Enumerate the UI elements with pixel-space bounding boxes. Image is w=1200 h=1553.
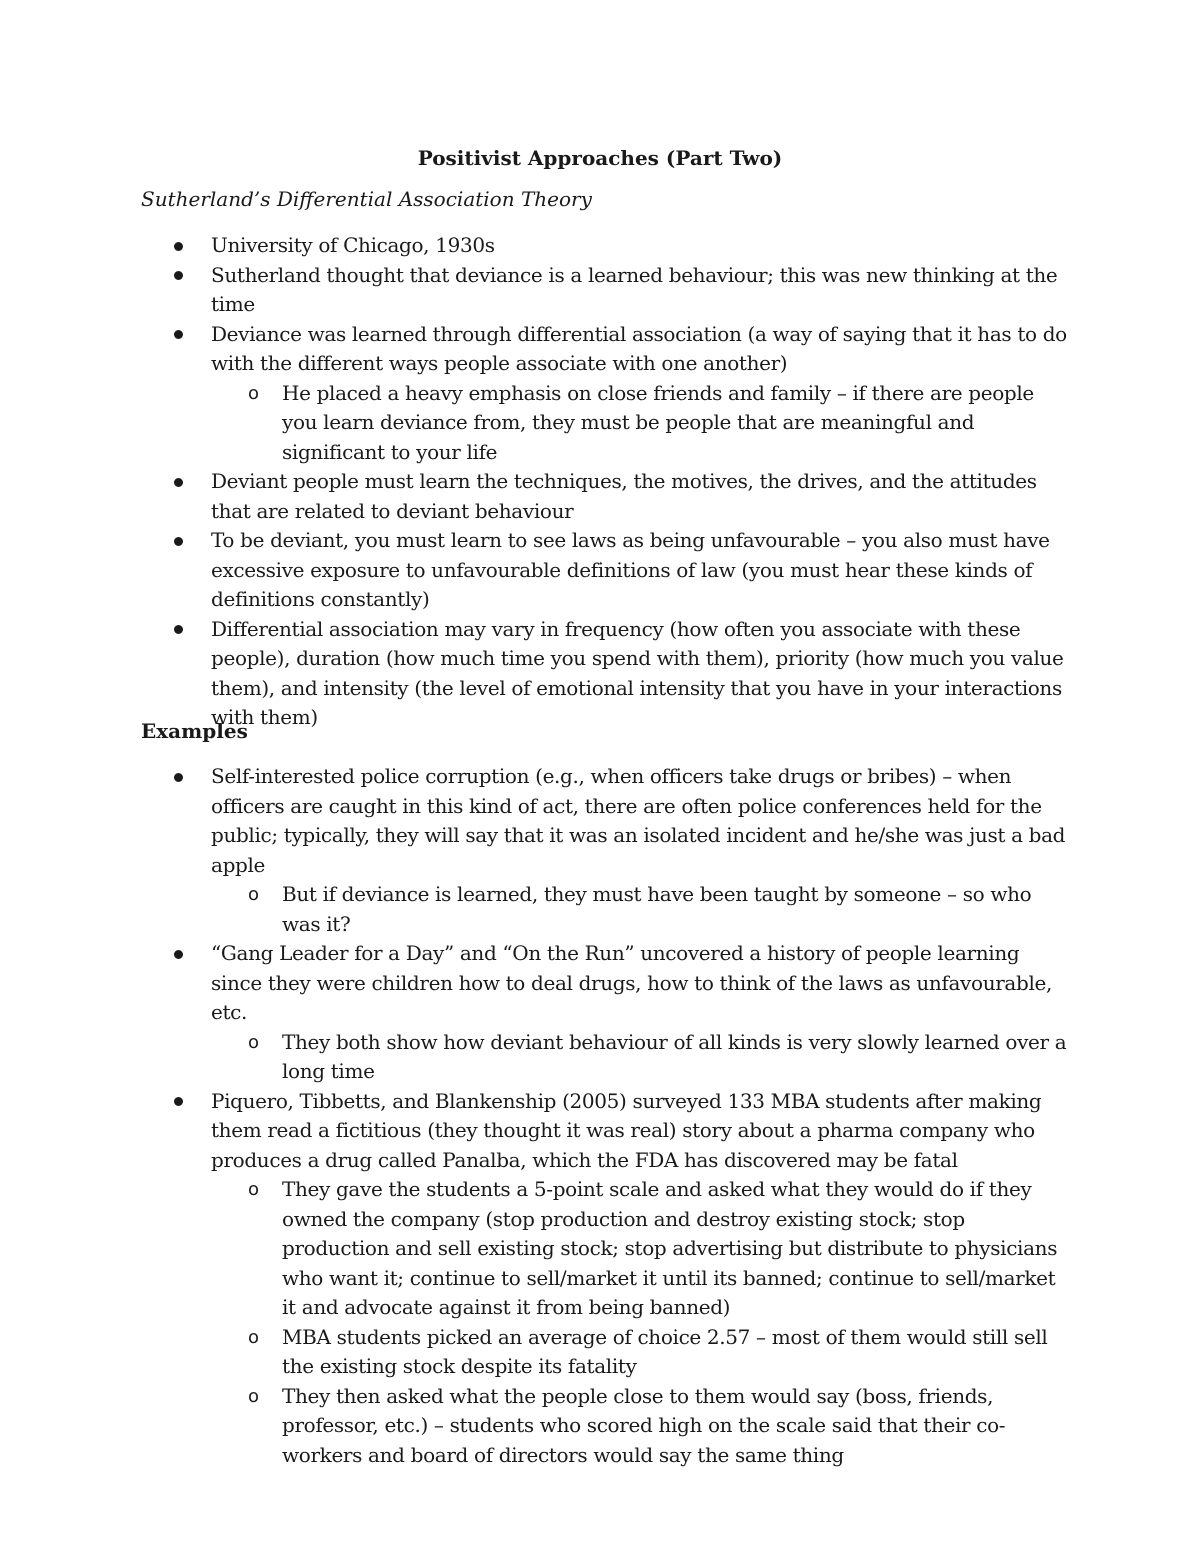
list-item-text: Self-interested police corruption (e.g., when officers take drugs or bribes) – when officers are caught in this kind of act, there are often police conferences held for the public; typically, they will say that it was an isolated incident and he/she was just a bad apple [211, 764, 1066, 877]
list-item [141, 261, 1071, 320]
list-item [141, 1087, 1071, 1471]
list-item [141, 526, 1071, 615]
circle-bullet-icon: o [248, 1385, 259, 1407]
list-item-text: Deviant people must learn the techniques, the motives, the drives, and the attitudes that are related to deviant behaviour [211, 469, 1037, 523]
list-item [141, 939, 1071, 1087]
sub-list [211, 1028, 1071, 1087]
sub-list-item-text: But if deviance is learned, they must have been taught by someone – so who was it? [282, 882, 1032, 936]
bullet-icon [174, 242, 183, 251]
sub-list-item-text: He placed a heavy emphasis on close friends and family – if there are people you learn deviance from, they must be people that are meaningful and significant to your life [282, 380, 1034, 464]
sub-list [211, 880, 1071, 939]
bullet-icon [174, 1097, 183, 1106]
bullet-icon [174, 773, 183, 782]
sub-list-item [141, 1028, 1071, 1087]
bullet-icon [174, 537, 183, 546]
list-item-text: Differential association may vary in frequency (how often you associate with these people), duration (how much time you spend with them), priority (how much you value them), and intensity (the level of emotional intensity that you have in your interactions with them) [211, 616, 1064, 729]
list-item [141, 231, 1071, 261]
sub-list-item [141, 1323, 1071, 1382]
bullet-icon [174, 330, 183, 339]
list-item [141, 615, 1071, 733]
sub-list-item [141, 880, 1071, 939]
bullet-icon [174, 271, 183, 280]
document-title: Positivist Approaches (Part Two) [417, 146, 783, 170]
examples-bullet-list [141, 762, 1071, 1470]
theory-bullet-list [141, 231, 1071, 733]
circle-bullet-icon: o [248, 884, 259, 905]
sub-list-item-text: They both show how deviant behaviour of all kinds is very slowly learned over a long time [282, 1029, 1067, 1083]
circle-bullet-icon: o [248, 1326, 259, 1348]
sub-list-item [141, 379, 1071, 468]
section-subtitle: Sutherland’s Differential Association Theory [141, 187, 592, 211]
examples-heading: Examples [141, 719, 248, 743]
sub-list-item-text: They gave the students a 5-point scale and asked what they would do if they owned the company (stop production and destroy existing stock; stop production and sell existing stock; stop advertising but distribute to physicians who want it; continue to sell/market it until its banned; continue to sell/market it and advocate against it from being banned) [282, 1177, 1058, 1319]
sub-list-item-text: MBA students picked an average of choice 2.57 – most of them would still sell the existing stock despite its fatality [282, 1324, 1048, 1378]
list-item-text: University of Chicago, 1930s [211, 233, 495, 257]
bullet-icon [174, 950, 183, 959]
circle-bullet-icon: o [248, 1031, 259, 1053]
sub-list-item [141, 1382, 1071, 1471]
list-item [141, 320, 1071, 468]
list-item [141, 762, 1071, 939]
circle-bullet-icon: o [248, 1179, 259, 1200]
bullet-icon [174, 625, 183, 634]
list-item-text: “Gang Leader for a Day” and “On the Run” uncovered a history of people learning since they were children how to deal drugs, how to think of the laws as unfavourable, etc. [211, 941, 1053, 1024]
bullet-icon [174, 478, 183, 487]
list-item-text: To be deviant, you must learn to see laws as being unfavourable – you also must have excessive exposure to unfavourable definitions of law (you must hear these kinds of definitions constantly) [211, 528, 1050, 611]
circle-bullet-icon: o [248, 382, 259, 404]
list-item-text: Deviance was learned through differential association (a way of saying that it has to do with the different ways people associate with one another) [211, 321, 1067, 375]
sub-list [211, 379, 1071, 468]
list-item-text: Sutherland thought that deviance is a learned behaviour; this was new thinking at the time [211, 262, 1058, 316]
list-item [141, 467, 1071, 526]
sub-list [211, 1175, 1071, 1470]
sub-list-item-text: They then asked what the people close to them would say (boss, friends, professor, etc.) – students who scored high on the scale said that their co-workers and board of directors would say the same thing [282, 1383, 1006, 1467]
list-item-text: Piquero, Tibbetts, and Blankenship (2005) surveyed 133 MBA students after making them read a fictitious (they thought it was real) story about a pharma company who produces a drug called Panalba, which the FDA has discovered may be fatal [211, 1088, 1042, 1172]
sub-list-item [141, 1175, 1071, 1323]
